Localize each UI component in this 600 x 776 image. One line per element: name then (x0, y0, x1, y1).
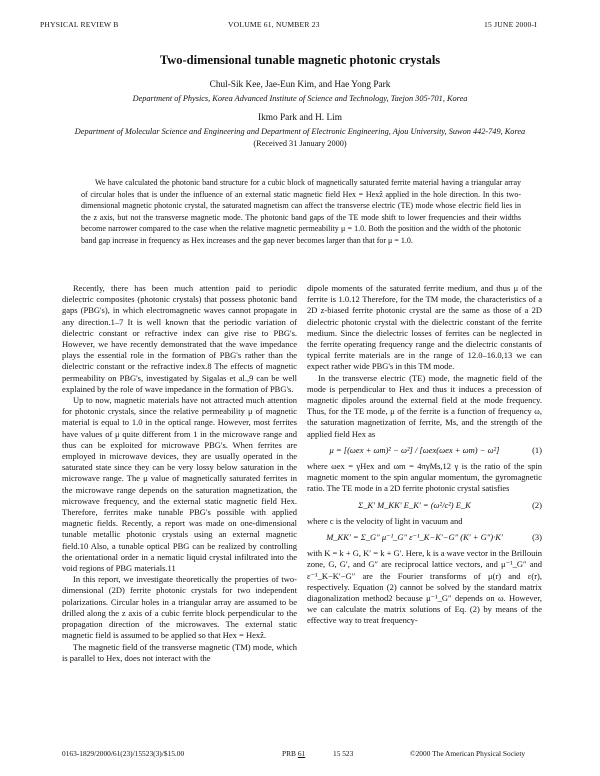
authors-group-2: Ikmo Park and H. Lim (258, 113, 342, 123)
footer-volume: 61 (297, 749, 306, 758)
footer-publisher: ©2000 The American Physical Society (410, 749, 526, 758)
paragraph: where ωex = γHex and ωm = 4πγMs,12 γ is the ratio of the spin magnetic moment to the spin angular momentum, the gyromagnetic ratio. The TE mode in a 2D ferrite photonic crystal satisfies (307, 461, 542, 494)
page-number: 15 523 (333, 749, 354, 758)
abstract: We have calculated the photonic band structure for a cubic block of magnetically saturated ferrite material having a triangular array of circular holes that is under the influence of an external static magnetic field Hex = Hexẑ applied in the hole direction. In this two-dimensional magnetic photonic crystal, the saturated magnetism can affect the transverse electric (TE) mode whose electric field lies in the z axis, but not the transverse magnetic mode. The photonic band gaps of the TE mode shift to lower frequencies and their widths become narrower compared to the case when the relative magnetic permeability μ = 1.0. Both the position and the width of the photonic band gap increase in frequency as Hex increases and the gap never becomes larger than that for μ = 1.0. (81, 178, 521, 245)
received-date: (Received 31 January 2000) (253, 139, 347, 148)
paragraph: The magnetic field of the transverse magnetic (TM) mode, which is parallel to Hex, does not interact with the (62, 641, 297, 663)
affiliation-1: Department of Physics, Korea Advanced Institute of Science and Technology, Taejon 305-701, Korea (132, 94, 468, 103)
equation-expression: Σ_K′ M_KK′ E_K′ = (ω²/c²) E_K (358, 499, 471, 510)
paragraph: Recently, there has been much attention paid to periodic dielectric composites (photonic crystals) that possess photonic band gaps (PBG's), in which electromagnetic waves cannot propagate in any direction.1–7 It is well known that the periodic variation of dielectric constant or refractive index can give rise to PBG's. However, we have recently demonstrated that the wave impedance plays the essential role in the formation of PBG's rather than the dielectric constant or the refractive index.8 The effects of magnetic permeability on PBG's, investigated by Sigalas et al.,9 can be well explained by the role of wave impedance in the formation of PBG's. (62, 283, 297, 394)
paragraph: dipole moments of the saturated ferrite medium, and thus μ of the ferrite is 1.0.12 Therefore, for the TM mode, the characteristics of a 2D z-biased ferrite photonic crystal are the same as those of a 2D dielectric photonic crystal with the dielectric constant of the ferrite medium. Since the dielectric losses of ferrites can be neglected in the ferrite operating frequency range and the dielectric constants of typical ferrite materials are in the range of 12.0–16.0,13 we can expect rather wide PBG's in this TM mode. (307, 283, 542, 372)
left-column (62, 283, 297, 664)
paragraph: In this report, we investigate theoretically the properties of two-dimensional (2D) ferrite photonic crystals for two independent polarizations. Circular holes in a triangular array are assumed to be drilled along the z axis of a cubic ferrite block perpendicular to the propagation direction of the microwaves. The external static magnetic field is assumed to be applied so that Hex = Hexẑ. (62, 574, 297, 641)
issue-date: 15 JUNE 2000-I (484, 20, 537, 29)
paragraph: Up to now, magnetic materials have not attracted much attention for photonic crystals, since the relative permeability μ of magnetic material is equal to 1.0 in the optical range. However, most ferrites have values of μ quite different from 1 in the microwave range and thus can be exploited for microwave PBG's. When ferrites are employed in microwave devices, they are usually operated in the saturated state since they can be very lossy below saturation in the microwave range. The μ value of magnetically saturated ferrites in the microwave range depends on the saturation magnetization, the microwave frequency, and the external static magnetic field Hex. Therefore, ferrites make tunable PBG's possible with applied magnetic fields. Recently, a report was made on one-dimensional tunable metallic photonic crystals using an external magnetic field.10 Also, a tunable optical PBG can be realized by controlling the orientational order in a nematic liquid crystal infiltrated into the void regions of PBG materials.11 (62, 395, 297, 574)
equation-number: (2) (532, 499, 542, 510)
volume-number: VOLUME 61, NUMBER 23 (228, 20, 320, 29)
affiliation-2: Department of Molecular Science and Engineering and Department of Electronic Engineering, Ajou University, Suwon 442-749, Korea (74, 127, 526, 136)
journal-name: PHYSICAL REVIEW B (40, 20, 119, 29)
right-column (307, 283, 542, 627)
paper-title: Two-dimensional tunable magnetic photonic crystals (159, 53, 441, 67)
equation-2 (307, 500, 542, 511)
equation-number: (1) (532, 444, 542, 455)
footer-journal-volume (282, 749, 305, 758)
equation-expression: M_KK′ = Σ_G″ μ⁻¹_G″ ε⁻¹_K−K′−G″ (K′ + G″)·K′ (326, 532, 503, 543)
equation-expression: μ = [(ωex + ωm)² − ω²] / [ωex(ωex + ωm) − ω²] (329, 444, 500, 455)
footer-copyright-code: 0163-1829/2000/61(23)/15523(3)/$15.00 (62, 749, 185, 758)
footer-journal-label: PRB (282, 749, 296, 758)
paragraph: In the transverse electric (TE) mode, the magnetic field of the mode is perpendicular to Hex and thus it induces a precession of magnetic dipoles around the external field at the mode frequency. Thus, for the TE mode, μ of the ferrite is a function of frequency ω, the saturation magnetization of ferrite, Ms, and the strength of the applied field Hex as (307, 372, 542, 439)
equation-3 (307, 532, 542, 543)
paragraph: where c is the velocity of light in vacuum and (307, 515, 463, 526)
equation-number: (3) (532, 532, 542, 543)
equation-1 (307, 445, 542, 456)
paragraph: with K = k + G, K′ = k + G′. Here, k is a wave vector in the Brillouin zone, G, G′, and G″ are reciprocal lattice vectors, and μ⁻¹_G″ and ε⁻¹_K−K′−G″ are the Fourier transforms of μ(r) and ε(r), respectively. Equation (2) cannot be solved by the standard matrix diagonalization method2 because μ⁻¹_G″ depends on ω. However, we can calculate the matrix solutions of Eq. (2) by means of the effective way to treat frequency- (307, 548, 542, 626)
authors-group-1: Chul-Sik Kee, Jae-Eun Kim, and Hae Yong Park (209, 80, 391, 90)
